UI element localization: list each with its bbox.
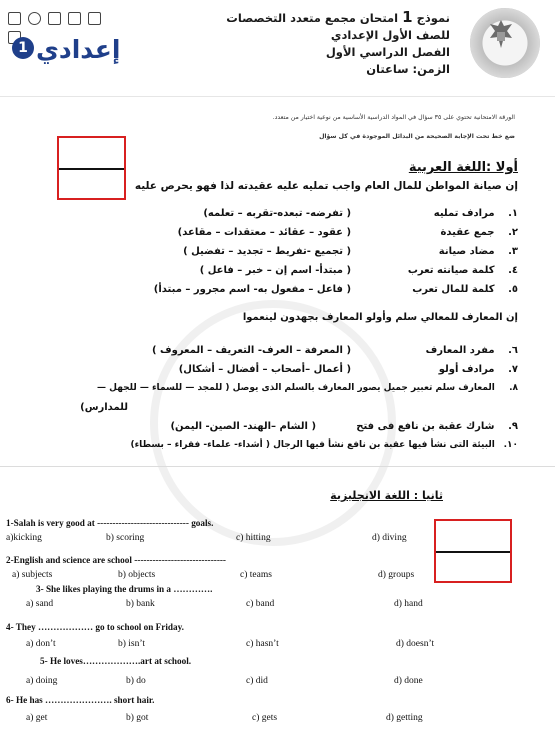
exam-model-label: نموذج [416,11,450,25]
exam-grade: للصف الأول الإعدادي [330,28,450,42]
exam-title-line1 [150,10,450,26]
option-a[interactable]: a) don’t [26,639,56,649]
english-options-6 [6,713,426,731]
option-b[interactable]: b) scoring [106,533,145,543]
option-d[interactable]: d) groups [378,570,415,580]
score-box-divider [59,168,124,170]
item-number: ٥. [508,284,518,295]
item-choices: ( تجميع -تفريط – تجديد – تفضيل ) [183,246,352,257]
option-b[interactable]: b) isn’t [118,639,146,649]
item-number: ٣. [508,246,518,257]
option-a[interactable]: a) sand [26,599,54,609]
item-label: كلمة صيانته تعرب [407,265,495,276]
arabic-item-6 [38,345,518,364]
item-label: جمع عقيدة [440,227,495,238]
item-label: مفرد المعارف [425,345,495,356]
option-d[interactable]: d) doesn’t [396,639,435,649]
arabic-poem-verse: إن المعارف للمعالي سلم وأولو المعارف بجهدون لينعموا [242,312,518,323]
section-divider [0,466,555,467]
item-choices: ( المعرفة – العرف- التعريف – المعروف ) [151,345,352,356]
arabic-item-4 [48,265,518,284]
exam-title-rest: امتحان مجمع متعدد التخصصات [226,11,399,25]
option-d[interactable]: d) done [394,676,423,686]
option-d[interactable]: d) getting [386,713,423,723]
exam-duration: الزمن: ساعتان [366,62,450,76]
option-b[interactable]: b) bank [126,599,155,609]
exam-term: الفصل الدراسي الأول [325,45,450,59]
globe-icon [28,12,41,25]
english-options-2 [6,570,426,584]
option-a[interactable]: a) get [26,713,48,723]
item-label: مرادف تمليه [433,208,495,219]
english-options-5 [6,676,426,695]
option-b[interactable]: b) do [126,676,146,686]
score-box-divider [436,551,510,553]
item-choices: ( أعمال –أصحاب – أفضال – أشكال) [178,364,352,375]
english-options-4 [6,639,435,656]
item-label: شارك عقبة بن نافع فى فتح [356,421,495,432]
book-icon [68,12,81,25]
english-question-4: 4- They ……………… go to school on Friday. [6,622,184,632]
arabic-item-5 [48,284,518,303]
english-question-3: 3- She likes playing the drums in a …………. [36,584,213,594]
english-question-5: 5- He loves……………….art at school. [40,656,192,666]
option-a[interactable]: a)kicking [6,533,42,543]
item-choices: ( أشداء- علماء- فقراء – بسطاء) [130,440,270,450]
arabic-item-7 [38,364,518,383]
score-box-english [434,519,512,583]
option-c[interactable]: c) hitting [236,533,271,543]
item-choices: ( الشام –الهند- الصين- اليمن) [170,421,317,432]
option-b[interactable]: b) got [126,713,149,723]
item-number: ٢. [508,227,518,238]
item-label: مرادف أولو [438,364,495,375]
option-d[interactable]: d) hand [394,599,423,609]
badge-number: 1 [12,37,34,59]
english-question-2: 2-English and science are school ------------------------------ [6,555,226,565]
arabic-item-9 [38,421,518,440]
item-number: ٩. [508,421,518,432]
option-c[interactable]: c) teams [240,570,272,580]
english-section-title: ثانيا : اللغة الانجليزية [330,489,443,502]
item-choices: ( للمجد — للسماء — للجهل — [97,383,230,393]
arabic-item-8 [38,383,518,402]
badge-text: إعدادي [36,35,121,64]
item-number: ٤. [508,265,518,276]
header-divider [0,96,555,97]
calculator-icon [8,12,21,25]
item-choices: ( تفرضه- تبعده-تقربه – تعلمه) [203,208,352,219]
arabic-item-8-continued: للمدارس) [80,402,128,413]
tablet-icon [88,12,101,25]
subject-icons [8,10,123,30]
item-label: مضاد صيانة [438,246,495,257]
option-c[interactable]: c) did [246,676,268,686]
option-c[interactable]: c) band [246,599,275,609]
english-question-1: 1-Salah is very good at ------------------------------ goals. [6,518,214,528]
item-label: المعارف سلم تعبير جميل يصور المعارف بالسلم الذى يوصل [232,383,495,393]
arabic-items-1 [48,208,518,303]
exam-model-number: 1 [402,8,413,26]
arabic-section-title: أولا :اللغة العربية [408,160,518,175]
option-c[interactable]: c) hasn’t [246,639,279,649]
item-choices: ( عقود – عقائد – معتقدات – مقاعد) [177,227,352,238]
item-choices: ( مبتدأ- اسم إن – خبر – فاعل ) [199,265,352,276]
option-b[interactable]: b) objects [118,570,156,580]
item-label: كلمة للمال تعرب [412,284,495,295]
english-options-3 [6,599,426,622]
item-number: ١. [508,208,518,219]
english-question-6: 6- He has …………………. short hair. [6,695,155,705]
microscope-icon [48,12,61,25]
english-questions [6,518,435,731]
exam-note: الورقة الامتحانية تحتوي على ٣٥ سؤال في المواد الدراسية الأساسية من نوعية اختيار من متعدد. [272,114,515,121]
arabic-item-10 [38,440,518,459]
arabic-item-3 [48,246,518,265]
arabic-item-1 [48,208,518,227]
item-label: البيئة التى نشأ فيها عقبة بن نافع نشأ فيها الرجال [273,440,495,450]
option-d[interactable]: d) diving [372,533,407,543]
arabic-items-2 [38,345,518,459]
english-options-1 [6,533,426,555]
item-number: ٨. [509,383,518,393]
exam-instruction: ضع خط تحت الإجابة الصحيحة من البدائل الموجودة في كل سؤال [319,133,515,140]
item-choices: ( فاعل – مفعول به- اسم مجرور – مبتدأ) [153,284,352,295]
item-number: ٦. [508,345,518,356]
grade-badge [12,33,120,71]
item-number: ٧. [508,364,518,375]
arabic-passage-1: إن صيانة المواطن للمال العام واجب تمليه عليه عقيدته لذا فهو يحرص عليه [134,180,518,192]
option-c[interactable]: c) gets [252,713,278,723]
item-number: ١٠. [503,440,518,450]
ministry-seal-logo [470,8,540,78]
arabic-item-2 [48,227,518,246]
option-a[interactable]: a) doing [26,676,58,686]
eagle-icon [486,18,516,52]
option-a[interactable]: a) subjects [12,570,53,580]
